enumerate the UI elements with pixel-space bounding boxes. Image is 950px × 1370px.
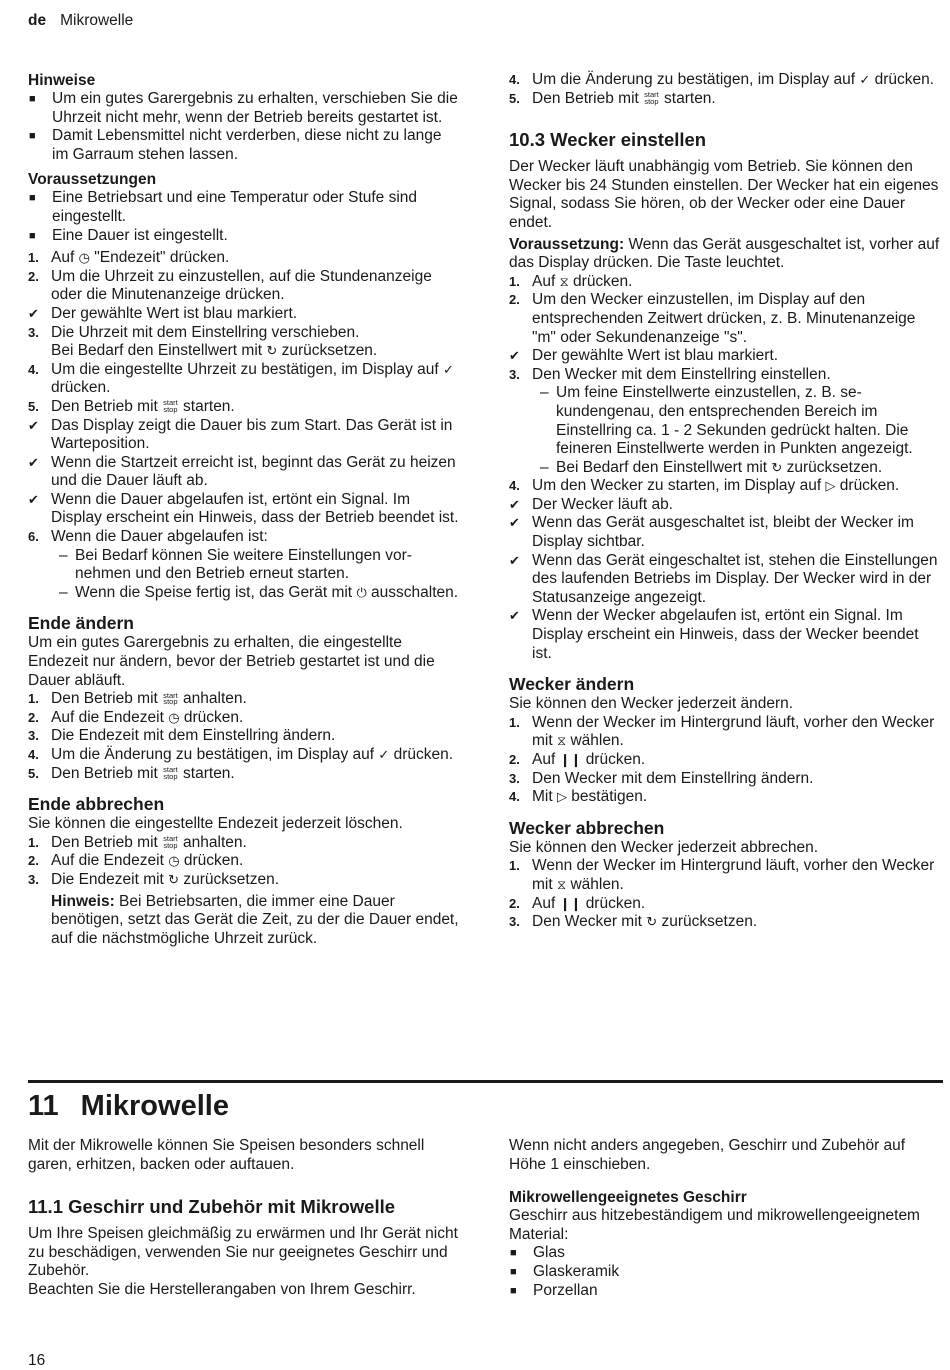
header-title: Mikrowelle	[60, 12, 134, 29]
result-item: ✔ Der gewählte Wert ist blau markiert.	[509, 347, 779, 365]
list-item-note: Bei Bedarf den Einstellwert mit ↻ zurücksetzen.	[51, 342, 378, 360]
start-stop-icon: start stop	[163, 834, 178, 850]
list-item: 1. Wenn der Wecker im Hintergrund läuft, vorher den Wecker mit ⧖ wählen.	[509, 713, 935, 750]
bullet-icon: ■	[29, 229, 36, 242]
start-stop-icon: start stop	[163, 690, 178, 707]
dash-item: – Bei Bedarf können Sie weitere Einstellungen vornehmen und den Betrieb erneut starten.	[28, 547, 460, 584]
clock-icon: ◷	[78, 250, 90, 266]
wecker-heading: 10.3 Wecker einstellen	[509, 129, 707, 151]
start-stop-icon: start stop	[644, 90, 659, 106]
list-item: 3. Den Wecker mit dem Einstellring einstellen.	[509, 365, 831, 383]
ende-aendern-heading: Ende ändern	[28, 613, 134, 634]
wecker-aendern-heading: Wecker ändern	[509, 674, 635, 695]
chapter-divider	[28, 1080, 943, 1083]
list-item: 3. Die Endezeit mit ↻ zurücksetzen.	[28, 870, 280, 888]
dash-marker: –	[540, 384, 549, 402]
pause-icon: ❙❙	[559, 895, 582, 911]
bullet-icon: ■	[510, 1284, 517, 1297]
steps-list	[28, 249, 460, 602]
list-item: 4. Um die eingestellte Uhrzeit zu bestätigen, im Display auf ✓ drücken.	[28, 360, 454, 397]
dash-item: – Wenn die Speise fertig ist, das Gerät mit ⏻ ausschalten.	[28, 584, 460, 603]
page-number: 16	[28, 1352, 46, 1369]
result-item: ✔ Das Display zeigt die Dauer bis zum Start. Das Gerät ist in Warteposition.	[28, 416, 453, 453]
bullet-icon: ■	[510, 1265, 517, 1278]
section-heading: 11.1 Geschirr und Zubehör mit Mikrowelle	[28, 1196, 396, 1218]
list-item: 6. Wenn die Dauer abgelaufen ist:	[28, 528, 268, 546]
result-item: ✔ Wenn das Gerät ausgeschaltet ist, bleibt der Wecker im Display sichtbar.	[509, 514, 914, 551]
chapter-title: 11 Mikrowelle	[28, 1090, 229, 1122]
result-item: ✔ Wenn die Dauer abgelaufen ist, ertönt ein Signal. Im Display erscheint ein Hinweis, dass der Betrieb beendet ist.	[28, 490, 459, 527]
hourglass-icon: ⧖	[559, 273, 569, 289]
clock-icon: ◷	[168, 709, 180, 725]
checkmark-icon: ✔	[509, 608, 520, 624]
bullet-icon: ■	[510, 1247, 517, 1260]
checkmark-icon: ✔	[509, 552, 520, 568]
list-item: ■ Eine Dauer ist eingestellt.	[29, 226, 228, 244]
bullet-icon: ■	[29, 192, 36, 205]
play-icon: ▷	[556, 789, 567, 805]
list-item: ■ Damit Lebensmittel nicht verderben, diese nicht zu lange im Garraum stehen lassen.	[29, 127, 442, 163]
start-stop-icon: start stop	[163, 398, 178, 414]
reset-icon: ↻	[266, 343, 278, 359]
ende-abbrechen-heading: Ende abbrechen	[28, 794, 165, 815]
result-item: ✔ Wenn das Gerät eingeschaltet ist, stehen die Einstellungen des laufenden Betriebs im Display. Der Wecker wird in der Statusanzeige angezeigt.	[509, 551, 938, 606]
chapter-right-column: Wenn nicht anders angegeben, Geschirr und Zubehör auf Höhe 1 einschieben. Mikrowellengeeignetes Geschirr Geschirr aus hitzebeständigem und mikrowellengeeignetem Material: ■ Glas ■ Glaskeramik ■ Porzellan	[509, 1137, 941, 1300]
list-item: 3. Den Wecker mit dem Einstellring ändern.	[509, 769, 814, 787]
list-item: 1. Wenn der Wecker im Hintergrund läuft, vorher den Wecker mit ⧖ wählen.	[509, 857, 935, 893]
dash-item: – Bei Bedarf den Einstellwert mit ↻ zurücksetzen.	[509, 459, 941, 478]
list-item: 1. Den Betrieb mit start stop anhalten.	[28, 833, 247, 851]
hourglass-icon: ⧖	[556, 733, 567, 749]
list-item: 1. Den Betrieb mit start stop anhalten.	[28, 690, 247, 708]
list-item: 4. Um den Wecker zu starten, im Display auf ▷ drücken.	[509, 477, 900, 495]
checkmark-icon: ✔	[28, 305, 39, 321]
list-item: 4. Mit ▷ bestätigen.	[509, 788, 648, 806]
reset-icon: ↻	[771, 459, 783, 475]
list-item: 5. Den Betrieb mit start stop starten.	[509, 89, 716, 107]
dash-marker: –	[540, 458, 549, 476]
check-icon: ✓	[443, 361, 454, 377]
list-item: ■ Glas	[510, 1244, 565, 1262]
wecker-abbrechen-heading: Wecker abbrechen	[509, 817, 665, 838]
list-item: ■ Um ein gutes Garergebnis zu erhalten, verschieben Sie die Uhrzeit nicht mehr, wenn der Betrieb bereits gestartet ist.	[29, 90, 458, 126]
list-item: 5. Den Betrieb mit start stop starten.	[28, 764, 235, 782]
list-item: 1. Auf ◷ "Endezeit" drücken.	[28, 249, 230, 267]
language-code: de	[28, 12, 47, 29]
result-item: ✔ Wenn die Startzeit erreicht ist, beginnt das Gerät zu heizen und die Dauer läuft ab.	[28, 453, 456, 490]
checkmark-icon: ✔	[509, 348, 520, 364]
reset-icon: ↻	[168, 871, 180, 887]
check-icon: ✓	[378, 747, 390, 762]
checkmark-icon: ✔	[509, 496, 520, 512]
chapter-left-column: Mit der Mikrowelle können Sie Speisen besonders schnell garen, erhitzen, backen oder auftauen. 11.1 Geschirr und Zubehör mit Mikrowelle Um Ihre Speisen gleichmäßig zu erwärmen und Ihr Gerät nicht zu beschädigen, verwenden Sie nur geeignetes Geschirr und Zubehör. Beachten Sie die Herstellerangaben von Ihrem Geschirr.	[28, 1137, 460, 1300]
list-item: 2. Auf die Endezeit ◷ drücken.	[28, 852, 244, 870]
hinweis-note: Hinweis: Bei Betriebsarten, die immer eine Dauer benötigen, setzt das Gerät die Zeit, zu der die Dauer endet, auf die nächstmögliche Uhrzeit zurück.	[51, 892, 459, 947]
play-icon: ▷	[825, 478, 836, 494]
list-item: 3. Den Wecker mit ↻ zurücksetzen.	[509, 913, 758, 931]
hourglass-icon: ⧖	[556, 876, 567, 892]
list-item: 2. Um den Wecker einzustellen, im Display auf den entsprechenden Zeitwert drücken, z. B. Minutenanzeige "m" oder Sekundenanzeige "s".	[509, 291, 916, 346]
result-item: ✔ Der Wecker läuft ab.	[509, 495, 673, 513]
start-stop-icon: start stop	[163, 765, 178, 781]
bullet-icon: ■	[29, 93, 36, 105]
result-item: ✔ Der gewählte Wert ist blau markiert.	[28, 304, 298, 322]
result-item: ✔ Wenn der Wecker abgelaufen ist, ertönt ein Signal. Im Display erscheint ein Hinweis, dass der Wecker beendet ist.	[509, 607, 919, 662]
list-item: 2. Um die Uhrzeit zu einzustellen, auf die Stundenanzeige oder die Minutenanzeige drücken.	[28, 267, 432, 304]
list-item: 2. Auf die Endezeit ◷ drücken.	[28, 708, 244, 726]
list-item: ■ Glaskeramik	[510, 1262, 620, 1280]
subheading: Mikrowellengeeignetes Geschirr	[509, 1189, 747, 1207]
list-item: ■ Porzellan	[510, 1281, 598, 1299]
bullet-icon: ■	[29, 130, 36, 143]
list-item: 3. Die Endezeit mit dem Einstellring ändern.	[28, 727, 336, 745]
list-item: 4. Um die Änderung zu bestätigen, im Display auf ✓ drücken.	[28, 746, 454, 763]
page-header	[28, 12, 133, 30]
dash-marker: –	[59, 583, 68, 601]
list-item: 1. Auf ⧖ drücken.	[509, 272, 633, 290]
checkmark-icon: ✔	[28, 454, 39, 470]
check-icon: ✓	[859, 72, 871, 87]
list-item: 4. Um die Änderung zu bestätigen, im Display auf ✓ drücken.	[509, 71, 935, 88]
list-item: ■ Eine Betriebsart und eine Temperatur oder Stufe sind eingestellt.	[29, 189, 418, 225]
voraussetzungen-heading: Voraussetzungen	[28, 171, 157, 189]
clock-icon: ◷	[168, 853, 180, 869]
list-item: 2. Auf ❙❙ drücken.	[509, 894, 646, 912]
right-column: 4. Um die Änderung zu bestätigen, im Display auf ✓ drücken. 5. Den Betrieb mit start stop starten. 10.3 Wecker einstellen Der Wecker läuft unabhängig vom Betrieb. Sie können den Wecker bis 24 Stunden einstellen. Der Wecker hat ein eigenes Signal, sodass Sie hören, ob der Wecker oder eine Dauer endet. Voraussetzung: Wenn das Gerät ausgeschaltet ist, vorher auf das Display drücken. Die Taste leuchtet. 1. Auf ⧖ drücken. 2. Um den Wecker einzustellen, im Display auf den entsprechenden Zeitwert drücken, z. B. Minutenanzeige "m" oder Sekundenanzeige "s". ✔ Der gewählte Wert ist blau markiert. 3. Den Wecker mit dem Einstellring einstellen. – Um feine Einstellwerte einzustellen, z. B. sekundengenau, den entsprechenden Bereich im Einstellring ca. 1 - 2 Sekunden gedrückt halten. Die feineren Einstellwerte werden in Punkten angezeigt. – Bei Bedarf den Einstellwert mit ↻ zurücksetzen. 4. Um den Wecker zu starten, im Display auf ▷ drücken. ✔ Der Wecker läuft ab. ✔ Wenn das Gerät ausgeschaltet ist, bleibt der Wecker im Display sichtbar. ✔ Wenn das Gerät eingeschaltet ist, stehen die Einstellungen des laufenden Betriebs im Display. Der Wecker wird in der Statusanzeige angezeigt. ✔ Wenn der Wecker abgelaufen ist, ertönt ein Signal. Im Display erscheint ein Hinweis, dass der Wecker beendet ist. Wecker ändern Sie können den Wecker jederzeit ändern. 1. Wenn der Wecker im Hintergrund läuft, vorher den Wecker mit ⧖ wählen. 2. Auf ❙❙ drücken. 3. Den Wecker mit dem Einstellring ändern. 4. Mit ▷ bestätigen. Wecker abbrechen Sie können den Wecker jederzeit abbrechen. 1. Wenn der Wecker im Hintergrund läuft, vorher den Wecker mit ⧖ wählen. 2. Auf ❙❙ drücken. 3. Den Wecker mit ↻ zurücksetzen.	[509, 71, 940, 931]
reset-icon: ↻	[646, 914, 658, 930]
checkmark-icon: ✔	[28, 417, 39, 433]
checkmark-icon: ✔	[28, 491, 39, 507]
left-column: Hinweise ■ Um ein gutes Garergebnis zu erhalten, verschieben Sie die Uhrzeit nicht mehr, wenn der Betrieb bereits gestartet ist. ■ Damit Lebensmittel nicht verderben, diese nicht zu lange im Garraum stehen lassen. Voraussetzungen ■ Eine Betriebsart und eine Temperatur oder Stufe sind eingestellt. ■ Eine Dauer ist eingestellt. 1. Auf ◷ "Endezeit" drücken. 2. Um die Uhrzeit zu einzustellen, auf die Stundenanzeige oder die Minutenanzeige drücken. ✔ Der gewählte Wert ist blau markiert. 3. Die Uhrzeit mit dem Einstellring verschieben. Bei Bedarf den Einstellwert mit ↻ zurücksetzen. 4. Um die eingestellte Uhrzeit zu bestätigen, im Display auf ✓ drücken. 5. Den Betrieb mit start stop starten. ✔ Das Display zeigt die Dauer bis zum Start. Das Gerät ist in Warteposition. ✔ Wenn die Startzeit erreicht ist, beginnt das Gerät zu heizen und die Dauer läuft ab. ✔ Wenn die Dauer abgelaufen ist, ertönt ein Signal. Im Display erscheint ein Hinweis, dass der Betrieb beendet ist. 6. Wenn die Dauer abgelaufen ist: – Bei Bedarf können Sie weitere Einstellungen vornehmen und den Betrieb erneut starten. – Wenn die Speise fertig ist, das Gerät mit ⏻ ausschalten. Ende ändern Um ein gutes Garergebnis zu erhalten, die eingestellte Endezeit nur ändern, bevor der Betrieb gestartet ist und die Dauer abläuft. 1. Den Betrieb mit start stop anhalten. 2. Auf die Endezeit ◷ drücken. 3. Die Endezeit mit dem Einstellring ändern. 4. Um die Änderung zu bestätigen, im Display auf ✓ drücken. 5. Den Betrieb mit start stop starten. Ende abbrechen Sie können die eingestellte Endezeit jederzeit löschen. 1. Den Betrieb mit start stop anhalten. 2. Auf die Endezeit ◷ drücken. 3. Die Endezeit mit ↻ zurücksetzen. Hinweis: Bei Betriebsarten, die immer eine Dauer benötigen, setzt das Gerät die Zeit, zu der die Dauer endet, auf die nächstmögliche Uhrzeit zurück.	[28, 72, 459, 947]
hinweise-heading: Hinweise	[28, 72, 96, 89]
list-item: 5. Den Betrieb mit start stop starten.	[28, 397, 235, 415]
pause-icon: ❙❙	[559, 752, 582, 767]
list-item: 2. Auf ❙❙ drücken.	[509, 751, 646, 768]
dash-marker: –	[59, 546, 68, 564]
dash-item: – Um feine Einstellwerte einzustellen, z. B. sekundengenau, den entsprechenden Bereich im Einstellring ca. 1 - 2 Sekunden gedrückt halten. Die feineren Einstellwerte werden in Punkten angezeigt.	[509, 384, 941, 458]
list-item: 3. Die Uhrzeit mit dem Einstellring verschieben.	[28, 323, 360, 341]
power-icon: ⏻	[356, 584, 367, 600]
checkmark-icon: ✔	[509, 515, 520, 531]
